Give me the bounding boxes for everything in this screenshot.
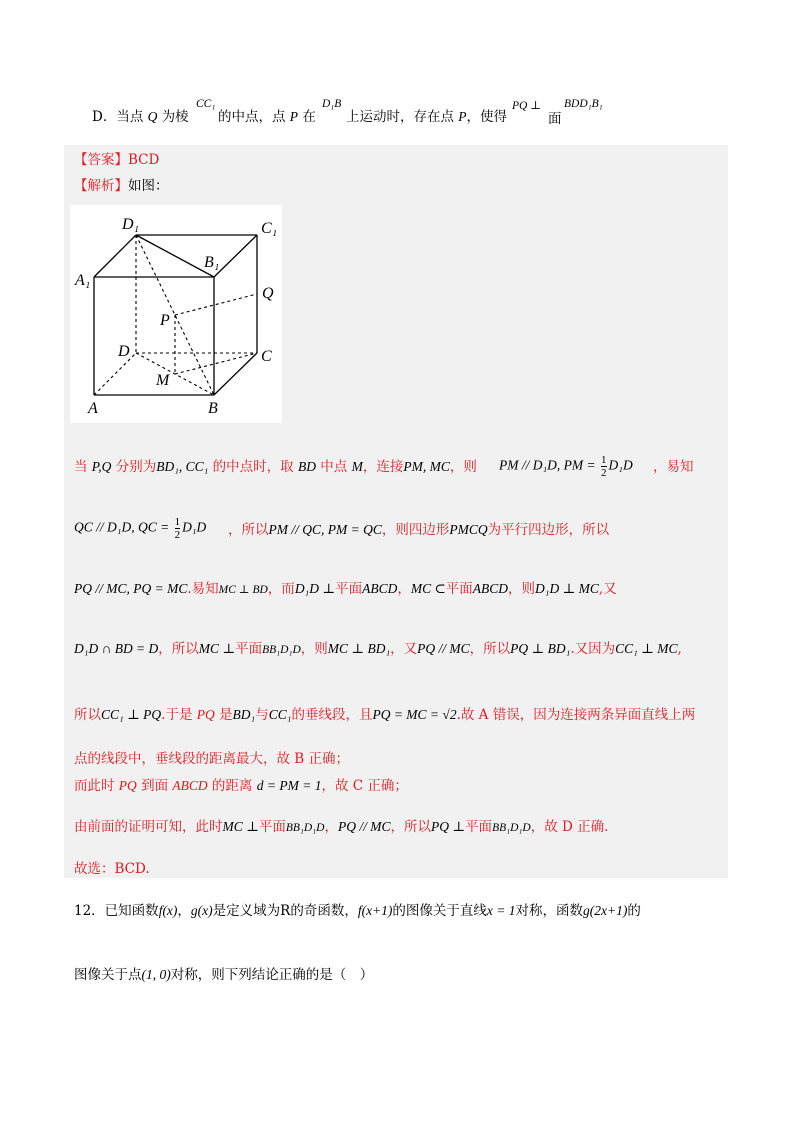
solution-line-4: D₁D ∩ BD = D，所以MC ⊥平面BB₁D₁D，则MC ⊥ BD₁，又PQ // MC，所以PQ ⊥ BD₁.又因为CC₁ ⊥ MC, <box>74 641 682 657</box>
cube-diagram <box>70 205 282 423</box>
analysis-line: 【解析】如图： <box>74 178 169 194</box>
solution-line-5: 所以CC₁ ⊥ PQ.于是 PQ 是BD₁与CC₁的垂线段，且PQ = MC = √2.故 A 错误，因为连接两条异面直线上两 <box>74 707 696 723</box>
edge-a1-d1 <box>94 235 136 277</box>
solution-line-9: 故选：BCD. <box>74 861 150 877</box>
label-a: A <box>88 400 98 417</box>
solution-line-6: 点的线段中，垂线段的距离最大，故 B 正确； <box>74 751 350 767</box>
option-d-pq: PQ ⊥ <box>512 100 542 112</box>
segment-p-q <box>175 294 257 315</box>
option-d-mian: 面 <box>548 111 562 127</box>
solution-line-1: 当 P,Q 分别为BD₁, CC₁ 的中点时，取 BD 中点 M，连接PM, MC，则 <box>74 459 477 475</box>
label-d: D <box>118 343 130 360</box>
edge-a-d <box>94 353 136 395</box>
cube-figure <box>70 205 282 423</box>
question-12-line-2: 图像关于点(1, 0)对称，则下列结论正确的是（ ） <box>74 967 374 983</box>
segment-m-c <box>175 353 257 374</box>
label-d1: D₁ <box>122 216 140 233</box>
line-1-tail: ，易知 <box>653 459 694 475</box>
label-q: Q <box>262 285 274 302</box>
edge-b-c <box>214 353 257 395</box>
option-d-d1b: D₁B <box>322 98 342 110</box>
option-d-plane: BDD₁B₁ <box>564 98 603 110</box>
label-b: B <box>208 400 218 417</box>
line-1-formula: PM // D₁D, PM = $\frac{1}{2}$ D₁D <box>499 454 633 479</box>
option-d-line: D．当点 Q 为棱 <box>92 109 189 125</box>
line-2-formula: QC // D₁D, QC = $\frac{1}{2}$ D₁D <box>74 516 207 541</box>
label-c: C <box>261 348 272 365</box>
solution-line-3: PQ // MC, PQ = MC.易知MC ⊥ BD，而D₁D ⊥平面ABCD，MC ⊂平面ABCD，则D₁D ⊥ MC,又 <box>74 581 617 597</box>
solution-line-7: 而此时 PQ 到面 ABCD 的距离 d = PM = 1，故 C 正确； <box>74 778 408 794</box>
edge-d1-b1 <box>136 235 214 277</box>
edge-b1-c1 <box>214 235 257 277</box>
option-d-cc1: CC₁ <box>196 98 216 110</box>
solution-line-2: ，所以PM // QC, PM = QC，则四边形PMCQ为平行四边形，所以 <box>228 522 610 538</box>
label-p: P <box>160 312 170 329</box>
question-12-line-1: 12．已知函数f(x)，g(x)是定义域为R的奇函数，f(x+1)的图像关于直线x = 1对称，函数g(2x+1)的 <box>74 903 641 919</box>
answer-line: 【答案】BCD <box>74 152 160 168</box>
label-a1: A₁ <box>75 272 91 289</box>
label-m: M <box>156 372 170 389</box>
label-b1: B₁ <box>204 254 220 271</box>
solution-line-8: 由前面的证明可知，此时MC ⊥平面BB₁D₁D，PQ // MC，所以PQ ⊥平面BB₁D₁D，故 D 正确. <box>74 819 609 835</box>
label-c1: C₁ <box>261 220 278 237</box>
